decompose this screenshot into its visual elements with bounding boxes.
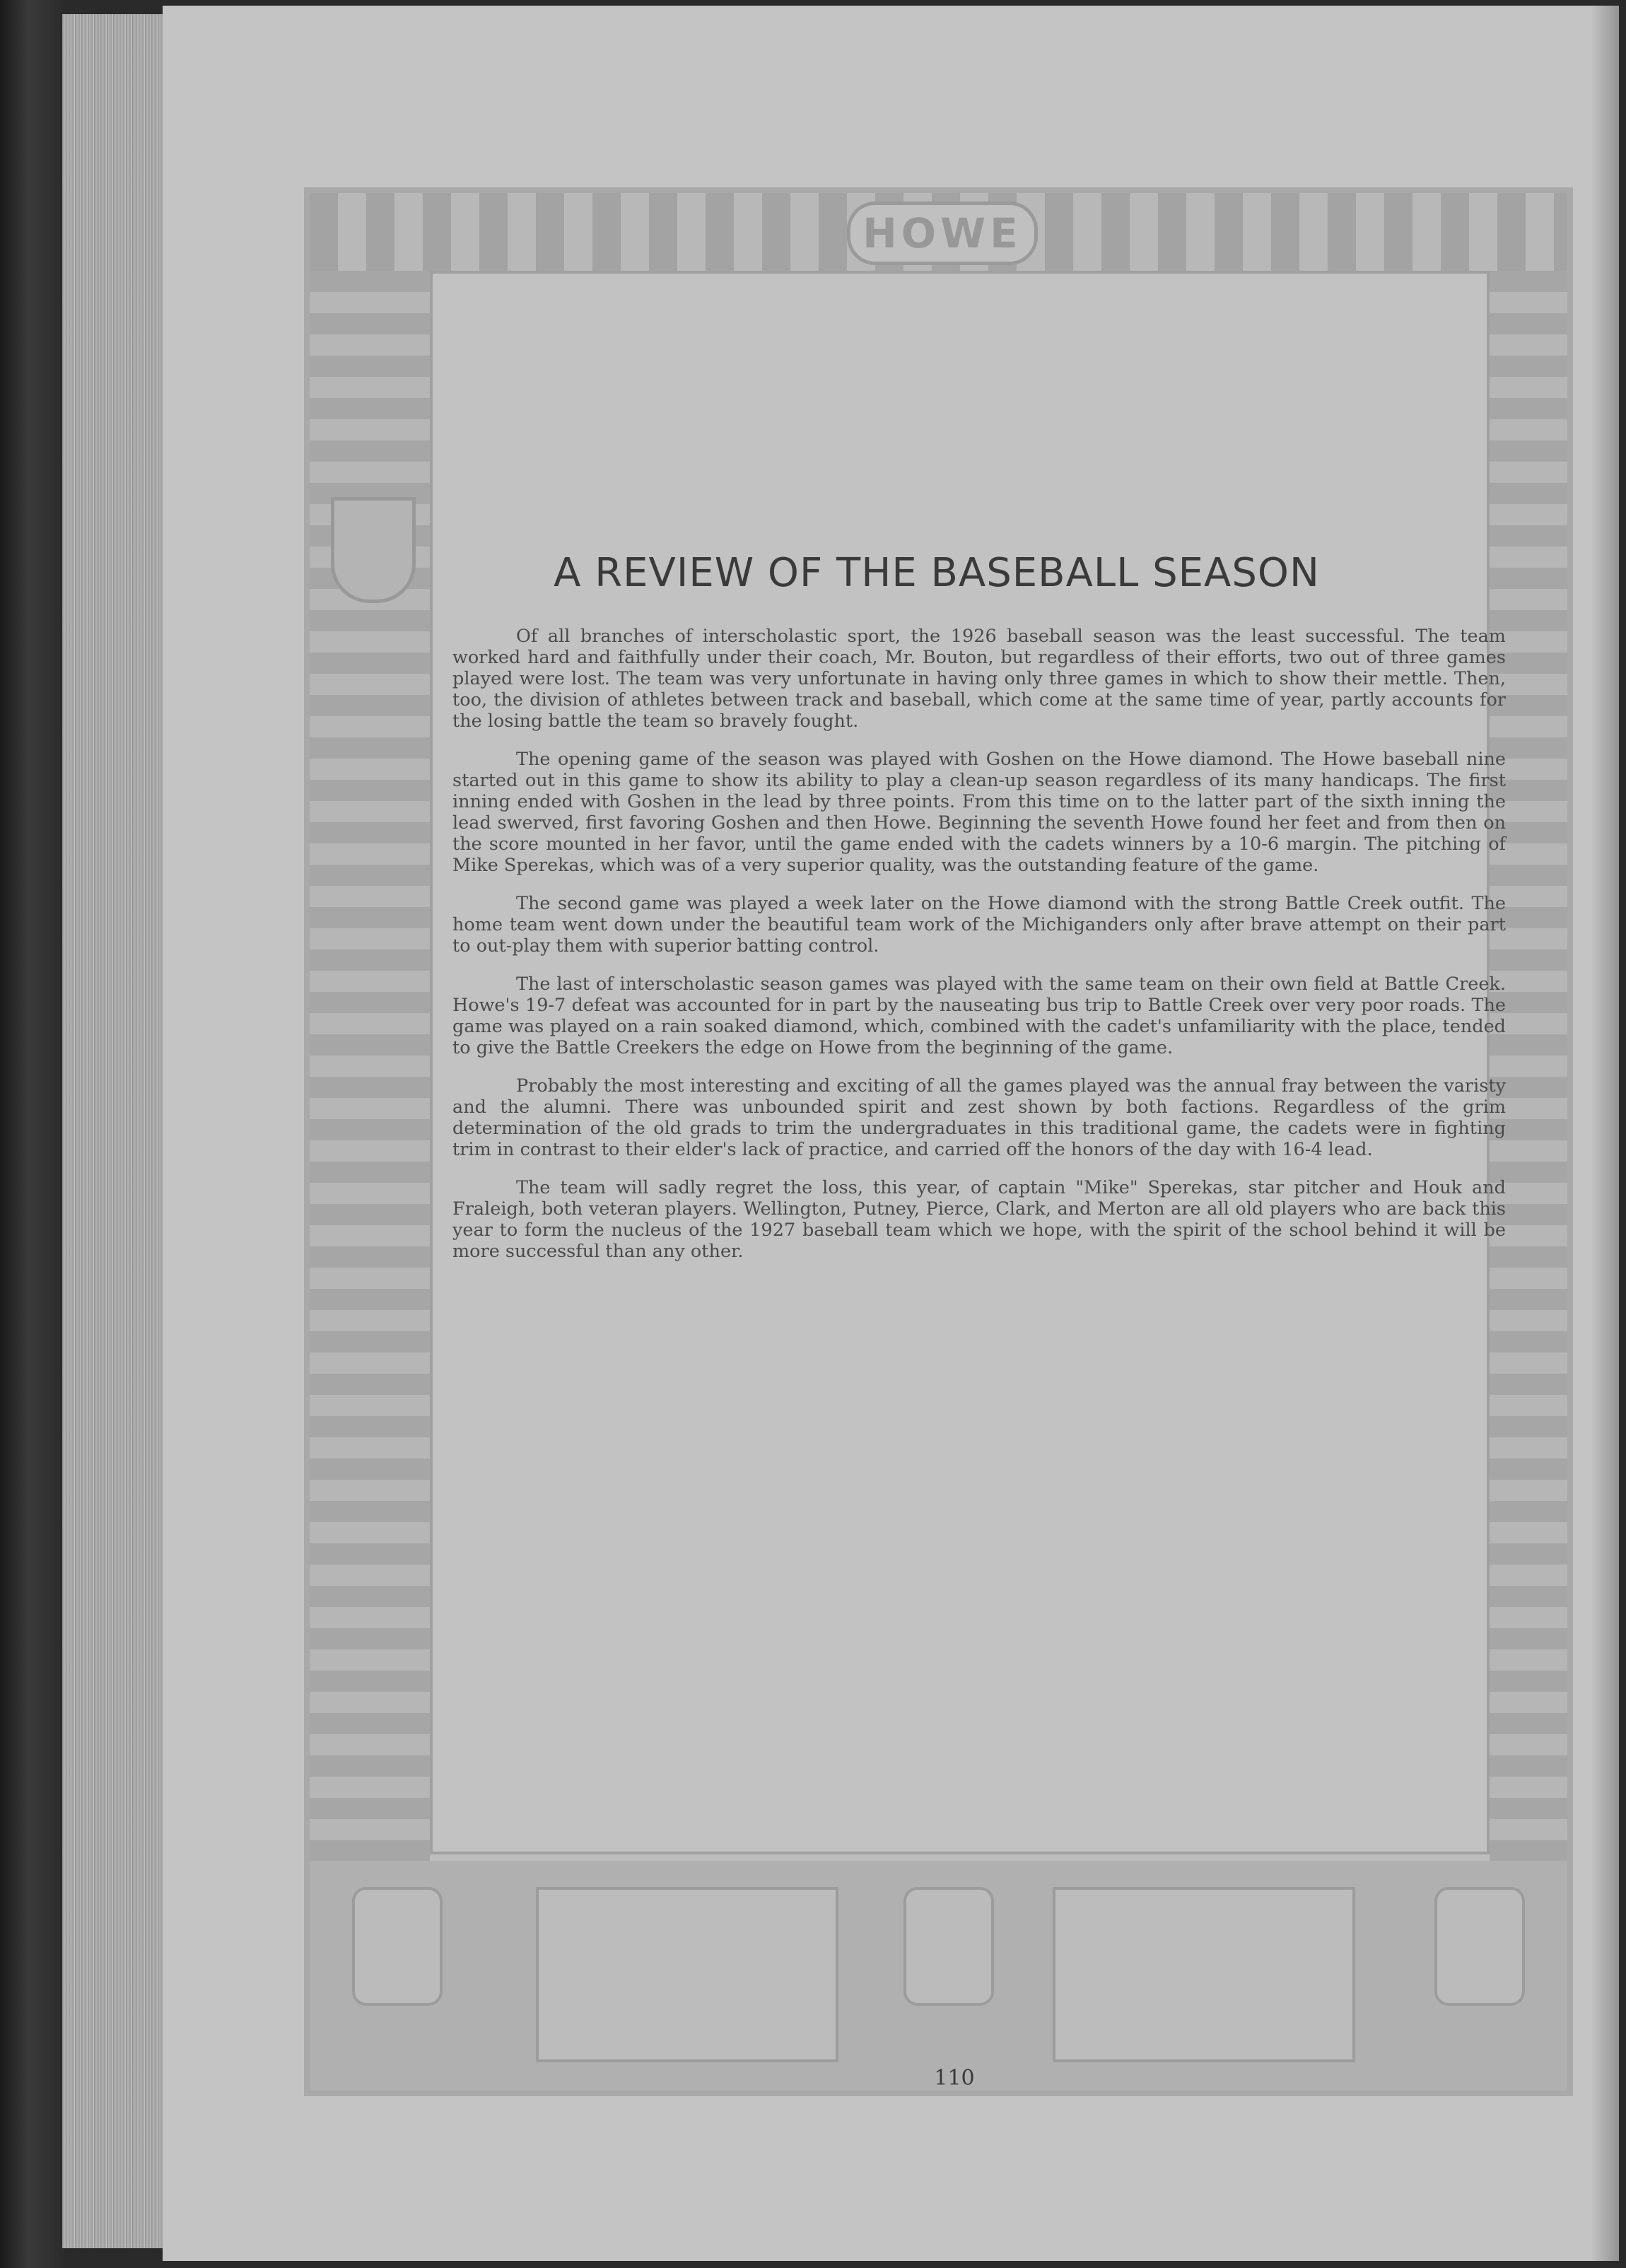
article-title: A REVIEW OF THE BASEBALL SEASON [554,550,1320,596]
building-illustration [1053,1887,1355,2062]
page-number: 110 [934,2066,975,2091]
paragraph: The last of interscholastic season games was played with the same team on their own field at Battle Creek. Howe's 19-7 defeat was accounted for in part by the nauseating bus trip to Battle Creek over very poor roads. The game was played on a rain soaked diamond, which, combined with the cadet's unfamiliarity with the place, tended to give the Battle Creekers the edge on Howe from the beginning of the game. [452,974,1506,1058]
frame-left-border [310,271,430,1861]
paragraph: The team will sadly regret the loss, this year, of captain "Mike" Sperekas, star pitcher and Houk and Fraleigh, both veteran players. Wellington, Putney, Pierce, Clark, and Merton are all old players who are back this year to form the nucleus of the 1927 baseball team which we hope, with the spirit of the school behind it will be more successful than any other. [452,1177,1506,1262]
paragraph: Of all branches of interscholastic sport, the 1926 baseball season was the least successful. The team worked hard and faithfully under their coach, Mr. Bouton, but regardless of their efforts, two out of three games played were lost. The team was very unfortunate in having only three games in which to show their mettle. Then, too, the division of athletes between track and baseball, which come at the same time of year, partly accounts for the losing battle the team so bravely fought. [452,626,1506,732]
frame-top-border [310,193,1567,271]
scroll-ornament-right [1434,1887,1525,2006]
paragraph: The second game was played a week later on the Howe diamond with the strong Battle Creek outfit. The home team went down under the beautiful team work of the Michiganders only after brave attempt on their part to out-play them with superior batting control. [452,893,1506,957]
scroll-ornament-left [352,1887,443,2006]
frame-bottom-border [310,1861,1567,2091]
cannon-illustration [536,1887,838,2062]
page-edges [62,14,168,2248]
book-binding [0,0,64,2268]
frame-banner: HOWE [847,201,1038,265]
paragraph: The opening game of the season was played with Goshen on the Howe diamond. The Howe baseball nine started out in this game to show its ability to play a clean-up season regardless of its many handicaps. The first inning ended with Goshen in the lead by three points. From this time on to the latter part of the sixth inning the lead swerved, first favoring Goshen and then Howe. Beginning the seventh Howe found her feet and from then on the score mounted in her favor, until the game ended with the cadets winners by a 10-6 margin. The pitching of Mike Sperekas, which was of a very superior quality, was the outstanding feature of the game. [452,749,1506,876]
scroll-ornament-center [903,1887,994,2006]
page-shadow [1591,6,1619,2261]
article-body [452,626,1506,1279]
paragraph: Probably the most interesting and exciting of all the games played was the annual fray between the varisty and the alumni. There was unbounded spirit and zest shown by both factions. Regardless of the grim determination of the old grads to trim the undergraduates in this traditional game, the cadets were in fighting trim in contrast to their elder's lack of practice, and carried off the honors of the day with 16-4 lead. [452,1075,1506,1160]
